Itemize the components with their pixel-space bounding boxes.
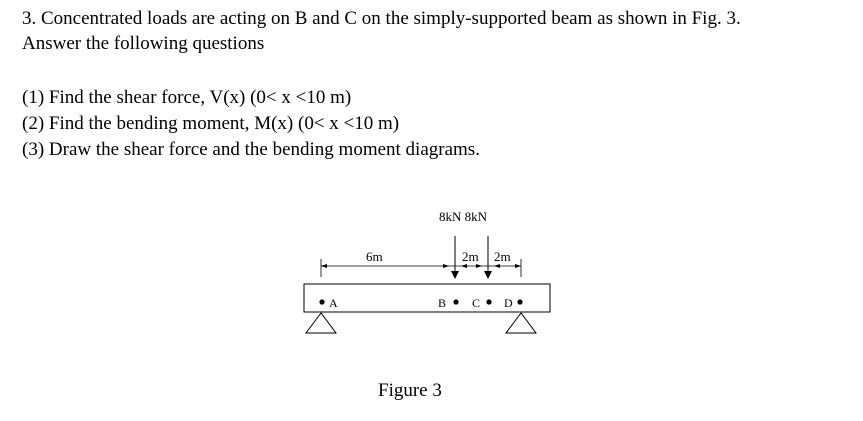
dimension-arrow-c-left	[476, 264, 482, 268]
question-part-2: (2) Find the bending moment, M(x) (0< x <10 m)	[22, 113, 400, 134]
point-c-label: C	[472, 296, 481, 310]
question-intro-line-2: Answer the following questions	[22, 33, 265, 54]
question-intro-line-1: 3. Concentrated loads are acting on B and C on the simply-supported beam as shown in Fig. 3.	[22, 8, 741, 29]
figure-caption: Figure 3	[378, 380, 442, 401]
pin-support-a	[306, 313, 336, 333]
point-d-label: D	[504, 296, 513, 310]
point-a-dot	[319, 299, 324, 304]
load-arrowhead-c	[484, 271, 492, 279]
roller-support-d	[506, 313, 536, 333]
dimension-label-2m-cd: 2m	[494, 249, 511, 264]
dimension-arrow-right	[515, 264, 521, 268]
loads-label: 8kN 8kN	[439, 209, 488, 224]
point-c-dot	[486, 299, 491, 304]
dimension-arrow-c-right	[494, 264, 500, 268]
question-part-3: (3) Draw the shear force and the bending moment diagrams.	[22, 139, 480, 160]
point-a-label: A	[329, 296, 338, 310]
dimension-label-2m-bc: 2m	[462, 249, 479, 264]
dimension-arrow-b-left	[443, 264, 449, 268]
question-part-1: (1) Find the shear force, V(x) (0< x <10 m)	[22, 87, 352, 108]
point-b-label: B	[438, 296, 447, 310]
beam	[304, 284, 550, 312]
dimension-arrow-b-right	[461, 264, 467, 268]
dimension-label-6m: 6m	[366, 249, 383, 264]
dimension-arrow-left	[321, 264, 327, 268]
load-arrowhead-b	[451, 271, 459, 279]
point-d-dot	[517, 299, 522, 304]
point-b-dot	[453, 299, 458, 304]
